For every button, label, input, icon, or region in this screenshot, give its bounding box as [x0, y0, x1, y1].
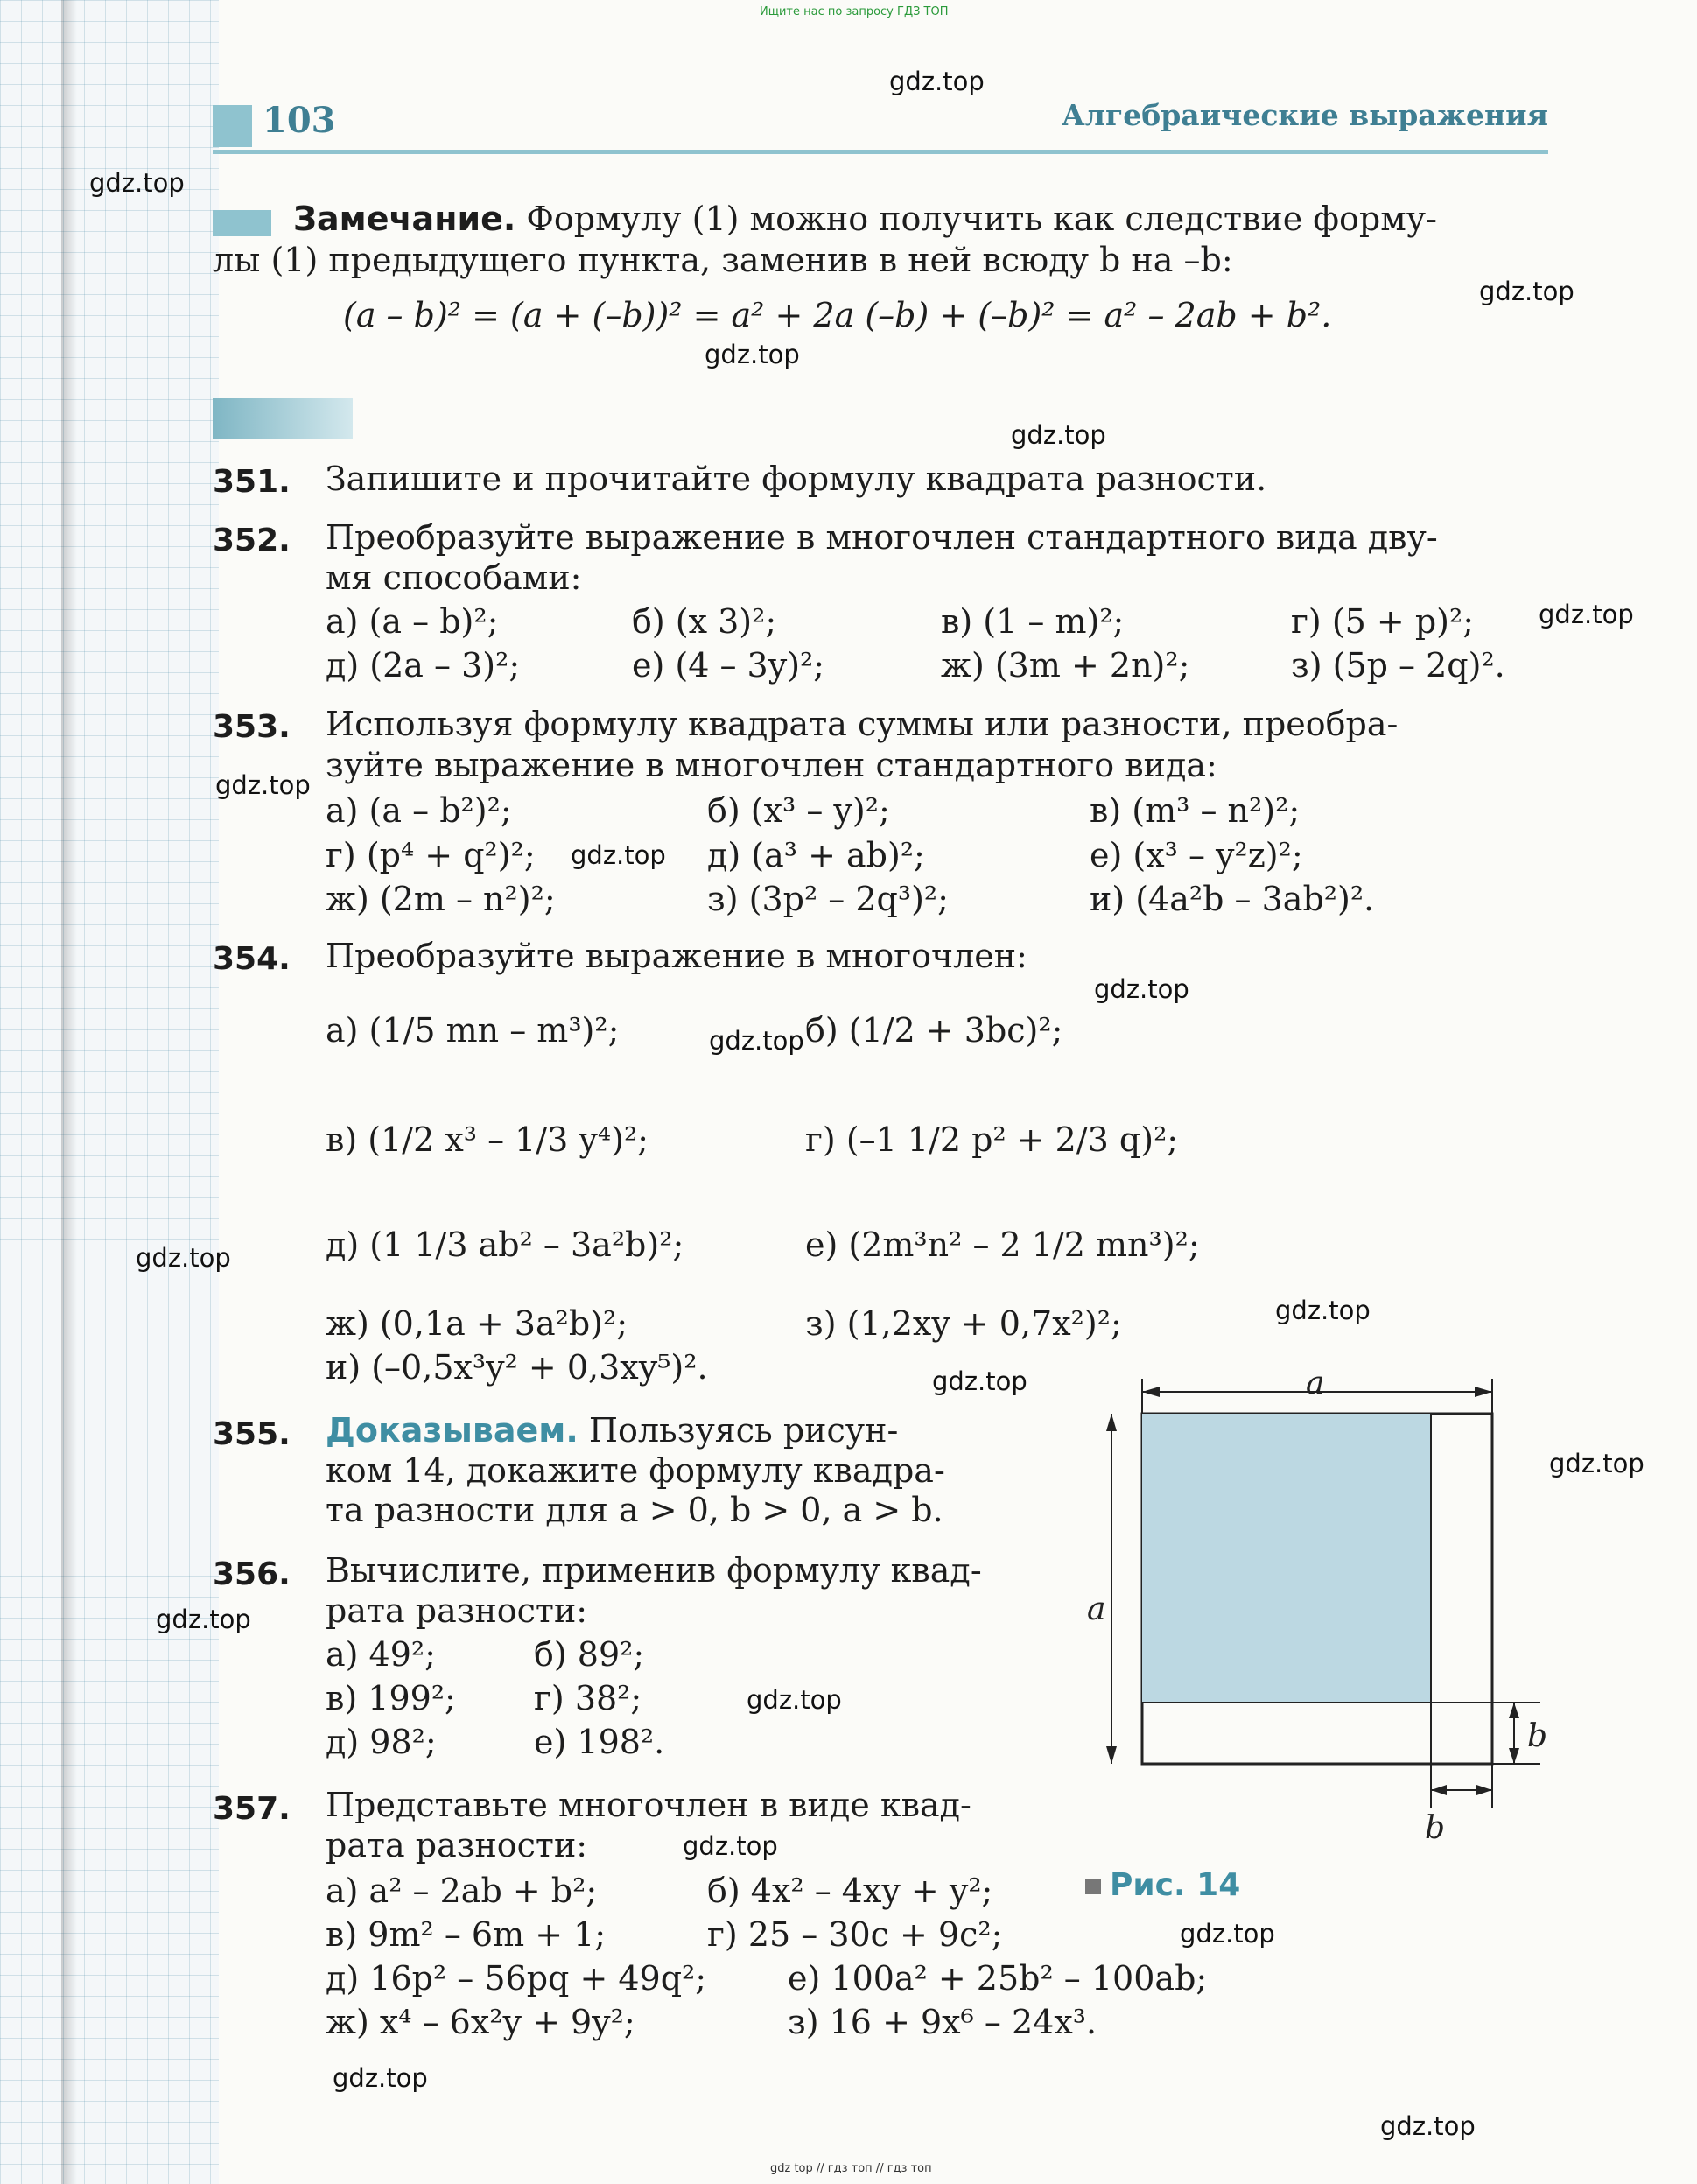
exercise-353-item: г) (p⁴ + q²)²; [326, 836, 536, 874]
watermark: gdz.top [571, 840, 666, 870]
exercise-356-item: а) 49²; [326, 1635, 436, 1674]
exercise-353-item: ж) (2m – n²)²; [326, 880, 556, 918]
exercise-356-line-1: Вычислите, применив формулу квад- [326, 1551, 982, 1590]
exercise-353-item: а) (a – b²)²; [326, 791, 512, 830]
exercise-352-item: е) (4 – 3y)²; [632, 646, 825, 685]
exercise-352-item: ж) (3m + 2n)²; [941, 646, 1190, 685]
exercise-354-item: а) (1/5 mn – m³)²; [326, 1011, 620, 1050]
exercise-block-bar [213, 398, 353, 439]
section-title: Алгебраические выражения [1061, 98, 1548, 132]
exercise-353-item: в) (m³ – n²)²; [1090, 791, 1301, 830]
exercise-354-item: г) (–1 1/2 p² + 2/3 q)²; [805, 1120, 1179, 1159]
remark-line-2: лы (1) предыдущего пункта, заменив в ней всюду b на –b: [213, 241, 1233, 279]
exercise-351-number: 351. [213, 464, 291, 500]
figure-14-caption [1085, 1867, 1240, 1903]
watermark: gdz.top [932, 1366, 1027, 1396]
exercise-353-line-1: Используя формулу квадрата суммы или разности, преобра- [326, 705, 1399, 743]
watermark: gdz.top [1011, 420, 1106, 450]
exercise-356-item: б) 89²; [534, 1635, 645, 1674]
exercise-354-item: в) (1/2 x³ – 1/3 y⁴)²; [326, 1120, 649, 1159]
exercise-352-item: а) (a – b)²; [326, 602, 499, 641]
page-fold-shadow [61, 0, 77, 2184]
watermark: gdz.top [1180, 1919, 1275, 1949]
watermark: gdz.top [215, 770, 311, 800]
exercise-356-item: д) 98²; [326, 1723, 437, 1761]
remark-line-1 [293, 200, 1437, 240]
grid-paper-margin [0, 0, 219, 2184]
page-number: 103 [263, 100, 336, 141]
remark-marker [213, 210, 271, 236]
exercise-352-item: г) (5 + p)²; [1291, 602, 1474, 641]
exercise-357-item: в) 9m² – 6m + 1; [326, 1915, 607, 1954]
watermark: gdz.top [1479, 277, 1574, 306]
exercise-353-line-2: зуйте выражение в многочлен стандартного вида: [326, 746, 1217, 784]
exercise-357-item: з) 16 + 9x⁶ – 24x³. [788, 2003, 1097, 2041]
exercise-356-number: 356. [213, 1556, 291, 1592]
figure-label-b-bottom: b [1425, 1810, 1446, 1846]
exercise-353-item: б) (x³ – y)²; [707, 791, 890, 830]
page-header-badge [213, 105, 252, 147]
watermark: gdz.top [889, 67, 985, 96]
caption-square-icon [1085, 1879, 1101, 1894]
watermark: gdz.top [333, 2063, 428, 2093]
exercise-353-item: д) (a³ + ab)²; [707, 836, 925, 874]
figure-label-a-top: a [1306, 1374, 1325, 1401]
exercise-353-item: з) (3p² – 2q³)²; [707, 880, 949, 918]
exercise-353-number: 353. [213, 709, 291, 745]
figure-label-b-right: b [1527, 1718, 1548, 1754]
watermark: gdz.top [1094, 974, 1189, 1004]
watermark: gdz.top [156, 1605, 251, 1634]
exercise-355-line-1 [326, 1411, 898, 1451]
footer-watermark: gdz top // гдз топ // гдз топ [770, 2162, 932, 2175]
watermark: gdz.top [683, 1831, 778, 1861]
remark-text-1: Формулу (1) можно получить как следствие форму- [515, 200, 1437, 238]
exercise-354-item: б) (1/2 + 3bc)²; [805, 1011, 1063, 1050]
exercise-357-item: ж) x⁴ – 6x²y + 9y²; [326, 2003, 635, 2041]
watermark: gdz.top [1380, 2111, 1476, 2141]
exercise-351-text: Запишите и прочитайте формулу квадрата разности. [326, 460, 1267, 498]
exercise-357-item: е) 100a² + 25b² – 100ab; [788, 1959, 1208, 1998]
exercise-354-item: е) (2m³n² – 2 1/2 mn³)²; [805, 1225, 1200, 1264]
exercise-354-number: 354. [213, 941, 291, 977]
exercise-354-item: д) (1 1/3 ab² – 3a²b)²; [326, 1225, 684, 1264]
watermark: gdz.top [709, 1026, 804, 1056]
exercise-357-line-2: рата разности: [326, 1826, 588, 1864]
exercise-353-item: и) (4a²b – 3ab²)². [1090, 880, 1375, 918]
watermark: gdz.top [1275, 1296, 1371, 1325]
exercise-354-text: Преобразуйте выражение в многочлен: [326, 937, 1027, 975]
exercise-355-text-1: Пользуясь рисун- [578, 1411, 899, 1450]
exercise-357-item: г) 25 – 30c + 9c²; [707, 1915, 1003, 1954]
exercise-352-item: д) (2a – 3)²; [326, 646, 521, 685]
exercise-355-number: 355. [213, 1416, 291, 1452]
exercise-356-item: г) 38²; [534, 1679, 642, 1717]
exercise-355-line-2: ком 14, докажите формулу квадра- [326, 1451, 945, 1490]
exercise-357-line-1: Представьте многочлен в виде квад- [326, 1786, 971, 1824]
watermark: gdz.top [89, 168, 185, 198]
figure-caption-text: Рис. 14 [1110, 1867, 1241, 1903]
exercise-355-keyword: Доказываем. [326, 1411, 579, 1450]
exercise-352-number: 352. [213, 523, 291, 558]
exercise-357-item: д) 16p² – 56pq + 49q²; [326, 1959, 707, 1998]
remark-formula: (a – b)² = (a + (–b))² = a² + 2a (–b) + (–b)² = a² – 2ab + b². [343, 296, 1332, 334]
exercise-357-item: б) 4x² – 4xy + y²; [707, 1871, 993, 1910]
exercise-357-number: 357. [213, 1791, 291, 1827]
watermark: gdz.top [136, 1243, 231, 1273]
watermark: gdz.top [705, 340, 800, 369]
exercise-352-item: б) (x 3)²; [632, 602, 777, 641]
watermark: gdz.top [747, 1685, 842, 1715]
exercise-354-item: и) (–0,5x³y² + 0,3xy⁵)². [326, 1348, 708, 1387]
exercise-356-line-2: рата разности: [326, 1591, 588, 1630]
exercise-355-line-3: та разности для a > 0, b > 0, a > b. [326, 1491, 943, 1529]
remark-label: Замечание. [293, 200, 516, 238]
figure-14-diagram [1076, 1374, 1567, 1882]
exercise-354-item: з) (1,2xy + 0,7x²)²; [805, 1304, 1122, 1343]
exercise-356-item: в) 199²; [326, 1679, 456, 1717]
exercise-356-item: е) 198². [534, 1723, 665, 1761]
top-watermark: Ищите нас по запросу ГДЗ ТОП [760, 5, 949, 18]
watermark: gdz.top [1549, 1449, 1644, 1478]
exercise-352-line-2: мя способами: [326, 558, 582, 597]
watermark: gdz.top [1539, 600, 1634, 629]
exercise-352-item: з) (5p – 2q)². [1291, 646, 1505, 685]
exercise-354-item: ж) (0,1a + 3a²b)²; [326, 1304, 628, 1343]
exercise-352-line-1: Преобразуйте выражение в многочлен стандартного вида дву- [326, 518, 1438, 557]
exercise-353-item: е) (x³ – y²z)²; [1090, 836, 1303, 874]
exercise-352-item: в) (1 – m)²; [941, 602, 1125, 641]
exercise-357-item: а) a² – 2ab + b²; [326, 1871, 598, 1910]
figure-label-a-left: a [1087, 1591, 1106, 1627]
